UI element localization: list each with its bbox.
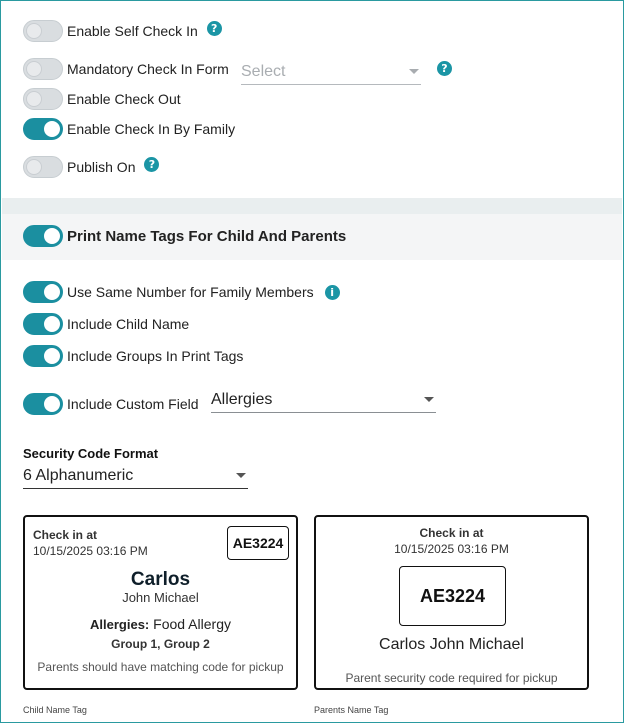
print-tags-title: Print Name Tags For Child And Parents (67, 227, 347, 245)
toggle-knob (26, 61, 42, 77)
self-check-in-row (23, 19, 222, 43)
toggle-knob (26, 91, 42, 107)
print-tags-toggle[interactable] (23, 225, 63, 247)
toggle-knob (44, 121, 60, 137)
publish-label: Publish On (67, 159, 136, 175)
same-number-toggle[interactable] (23, 281, 63, 303)
allergies-label: Allergies: (90, 617, 150, 632)
child-tag-caption: Child Name Tag (23, 705, 87, 715)
security-format-label: Security Code Format (23, 446, 159, 461)
child-name-toggle[interactable] (23, 313, 63, 335)
parent-check-in-label: Check in at (419, 526, 484, 540)
parent-security-code: AE3224 (399, 566, 506, 626)
chevron-down-icon (236, 473, 246, 478)
select-placeholder: Select (241, 62, 286, 80)
child-check-in-label: Check in at (33, 528, 98, 542)
section-divider (2, 198, 622, 214)
parent-tag-caption: Parents Name Tag (314, 705, 389, 715)
child-name-row (23, 312, 189, 336)
print-tags-row (23, 224, 346, 248)
child-groups: Group 1, Group 2 (111, 637, 210, 651)
child-pickup-note: Parents should have matching code for pickup (37, 660, 284, 674)
check-out-row (23, 87, 181, 111)
child-allergies (25, 616, 296, 632)
check-in-form-select[interactable] (241, 59, 421, 85)
parents-name-tag-preview (314, 515, 589, 690)
custom-field-value: Allergies (211, 390, 273, 408)
parent-full-name: Carlos John Michael (379, 636, 524, 653)
custom-field-select[interactable] (211, 387, 436, 413)
same-number-label: Use Same Number for Family Members (67, 284, 314, 300)
info-icon[interactable]: i (325, 285, 340, 300)
help-icon[interactable]: ? (437, 61, 452, 76)
chevron-down-icon (409, 69, 419, 74)
by-family-row (23, 117, 235, 141)
by-family-label: Enable Check In By Family (67, 121, 236, 137)
toggle-knob (44, 316, 60, 332)
same-number-row (23, 280, 340, 304)
toggle-knob (44, 348, 60, 364)
help-icon[interactable]: ? (144, 157, 159, 172)
child-datetime: 10/15/2025 03:16 PM (33, 544, 148, 558)
check-out-label: Enable Check Out (67, 91, 181, 107)
toggle-knob (26, 23, 42, 39)
chevron-down-icon (424, 397, 434, 402)
security-format-select[interactable] (23, 463, 248, 489)
self-check-in-toggle[interactable] (23, 20, 63, 42)
mandatory-form-toggle[interactable] (23, 58, 63, 80)
publish-row (23, 155, 159, 179)
child-first-name: Carlos (130, 569, 191, 590)
toggle-knob (44, 284, 60, 300)
custom-field-label: Include Custom Field (67, 396, 199, 412)
custom-field-row (23, 392, 199, 416)
child-name-label: Include Child Name (67, 316, 190, 332)
groups-row (23, 344, 243, 368)
toggle-knob (26, 159, 42, 175)
groups-toggle[interactable] (23, 345, 63, 367)
child-name-tag-preview (23, 515, 298, 690)
security-format-value: 6 Alphanumeric (23, 466, 134, 484)
toggle-knob (44, 396, 60, 412)
check-out-toggle[interactable] (23, 88, 63, 110)
groups-label: Include Groups In Print Tags (67, 348, 244, 364)
custom-field-toggle[interactable] (23, 393, 63, 415)
publish-toggle[interactable] (23, 156, 63, 178)
parent-pickup-note: Parent security code required for pickup (345, 671, 558, 685)
self-check-in-label: Enable Self Check In (67, 23, 198, 39)
mandatory-form-row (23, 57, 229, 81)
toggle-knob (44, 228, 60, 244)
help-icon[interactable]: ? (207, 21, 222, 36)
parent-datetime: 10/15/2025 03:16 PM (394, 542, 509, 556)
mandatory-form-label: Mandatory Check In Form (67, 61, 229, 77)
allergies-value: Food Allergy (153, 616, 231, 632)
child-middle-last-name: John Michael (122, 590, 199, 605)
child-security-code: AE3224 (227, 526, 289, 560)
by-family-toggle[interactable] (23, 118, 63, 140)
